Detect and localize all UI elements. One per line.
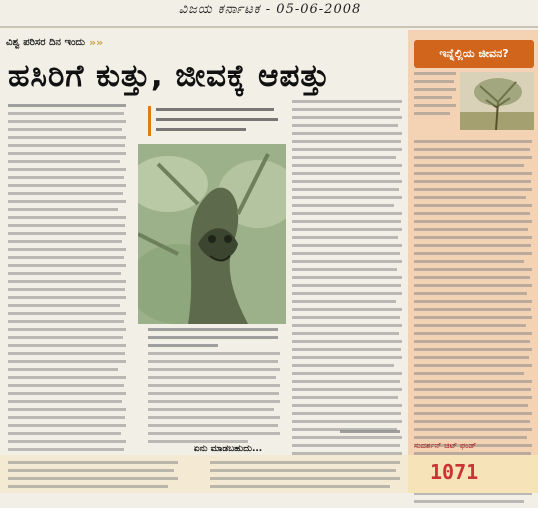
- arrow-icon: »»: [89, 35, 104, 49]
- byline: [296, 430, 400, 442]
- article-column-3: [292, 100, 402, 484]
- tree-face-photo: [138, 144, 286, 324]
- handwritten-date-note: ವಿಜಯ ಕರ್ನಾಟಕ - 05-06-2008: [178, 2, 362, 17]
- tips-heading: ಏನು ಮಾಡಬಹುದು...: [193, 444, 263, 454]
- headline: ಹಸಿರಿಗೆ ಕುತ್ತು, ಜೀವಕ್ಕೆ ಆಪತ್ತು: [8, 58, 331, 94]
- pull-quote: [148, 106, 280, 140]
- sidebar-intro-text: [414, 72, 456, 120]
- dry-tree-photo: [460, 72, 534, 130]
- tips-box: [0, 455, 408, 493]
- section-kicker: [6, 34, 103, 50]
- article-column-1: [8, 104, 126, 456]
- divider: [0, 26, 538, 28]
- ad-label: ಸುದರ್ಶನ್ ಚಿಟ್ ಫಂಡ್: [414, 441, 477, 450]
- kicker-text: ವಿಶ್ವ ಪರಿಸರ ದಿನ ಇಂದು: [6, 36, 86, 48]
- ad-price: 1071: [430, 460, 479, 484]
- photo-caption: [148, 328, 280, 352]
- sidebar-title: ಇನ್ನೆಲ್ಲಿಯ ಜೀವನ?: [414, 40, 534, 68]
- article-column-2: [148, 352, 280, 448]
